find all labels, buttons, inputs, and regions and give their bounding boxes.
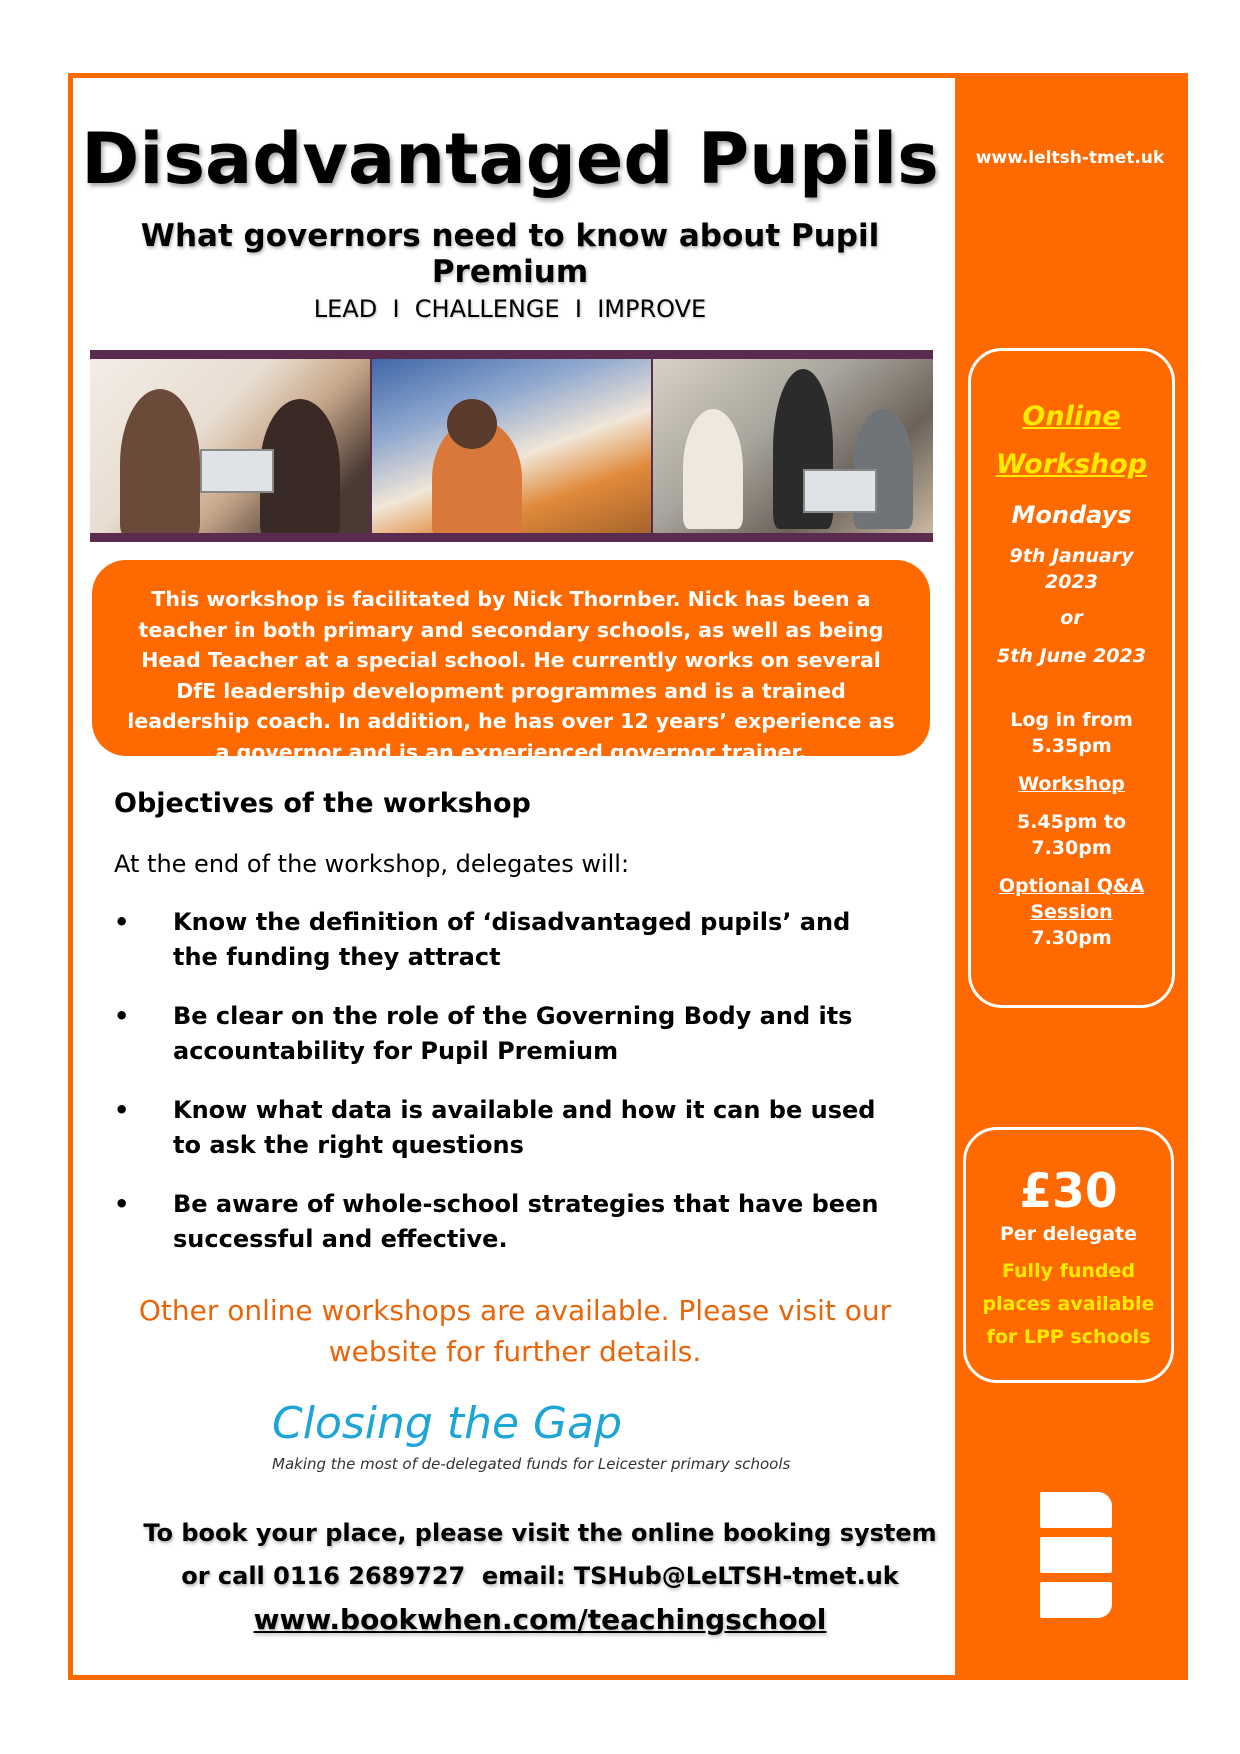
online-workshop-label: Online Workshop [995, 401, 1148, 480]
date-1: 9th January 2023 [1009, 545, 1134, 593]
booking-line-1: To book your place, please visit the online booking system [143, 1519, 937, 1547]
photo-women-laptop [90, 359, 370, 533]
objective-text: Know the definition of ‘disadvantaged pupils’ and the funding they attract [173, 908, 851, 971]
objective-text: Know what data is available and how it can be used to ask the right questions [173, 1096, 876, 1159]
booking-info [120, 1512, 960, 1641]
qa-time: 7.30pm [1031, 927, 1112, 949]
page-title: Disadvantaged Pupils [81, 118, 939, 200]
price: £30 [1019, 1164, 1118, 1219]
schedule-box [968, 348, 1175, 1008]
workshop-label: Workshop [1018, 773, 1125, 795]
photo-strip [90, 350, 933, 542]
objectives-heading: Objectives of the workshop [114, 788, 531, 819]
bullet: • [114, 1190, 130, 1218]
bullet: • [114, 908, 130, 936]
objective-text: Be aware of whole-school strategies that have been successful and effective. [173, 1190, 879, 1253]
tagline: LEAD I CHALLENGE I IMPROVE [313, 295, 707, 323]
photo-child-writing [372, 359, 652, 533]
list-item [114, 905, 894, 975]
photo-meeting [653, 359, 933, 533]
logo-bar [1040, 1582, 1112, 1618]
objective-text: Be clear on the role of the Governing Body and its accountability for Pupil Premium [173, 1002, 853, 1065]
funded-places-note: Fully funded places available for LPP schools [982, 1260, 1155, 1348]
login-time: Log in from 5.35pm [1010, 709, 1133, 757]
qa-label: Optional Q&A Session [998, 875, 1145, 923]
bullet: • [114, 1002, 130, 1030]
workshop-time: 5.45pm to 7.30pm [1016, 811, 1127, 859]
closing-the-gap-subtitle: Making the most of de-delegated funds for Leicester primary schools [272, 1455, 791, 1473]
booking-line-2: or call 0116 2689727 email: TSHub@LeLTSH-tmet.uk [181, 1562, 899, 1590]
closing-the-gap-logo: Closing the Gap [272, 1398, 623, 1449]
days-label: Mondays [1011, 501, 1132, 529]
website-link[interactable]: www.leltsh-tmet.uk [975, 148, 1165, 168]
page-subtitle: What governors need to know about Pupil Premium [140, 218, 880, 290]
list-item [114, 999, 894, 1069]
objectives-list [114, 905, 894, 1281]
per-delegate-label: Per delegate [999, 1223, 1138, 1245]
objectives-intro: At the end of the workshop, delegates will: [114, 850, 630, 878]
list-item [114, 1093, 894, 1163]
pricing-box [963, 1127, 1174, 1383]
logo-bar [1040, 1492, 1112, 1528]
booking-link[interactable]: www.bookwhen.com/teachingschool [253, 1603, 827, 1636]
other-workshops-note: Other online workshops are available. Please visit our website for further details. [138, 1294, 892, 1368]
logo-bar [1040, 1537, 1112, 1573]
brand-logo-icon [1040, 1492, 1112, 1618]
or-label: or [1060, 607, 1083, 629]
bullet: • [114, 1096, 130, 1124]
facilitator-bio: This workshop is facilitated by Nick Thornber. Nick has been a teacher in both primary and secondary schools, as well as being Head Teacher at a special school. He currently works on several DfE leadership development programmes and is a trained leadership coach. In addition, he has over 12 years’ experience as a governor and is an experienced governor trainer. [92, 560, 930, 756]
list-item [114, 1187, 894, 1257]
date-2: 5th June 2023 [997, 645, 1146, 667]
